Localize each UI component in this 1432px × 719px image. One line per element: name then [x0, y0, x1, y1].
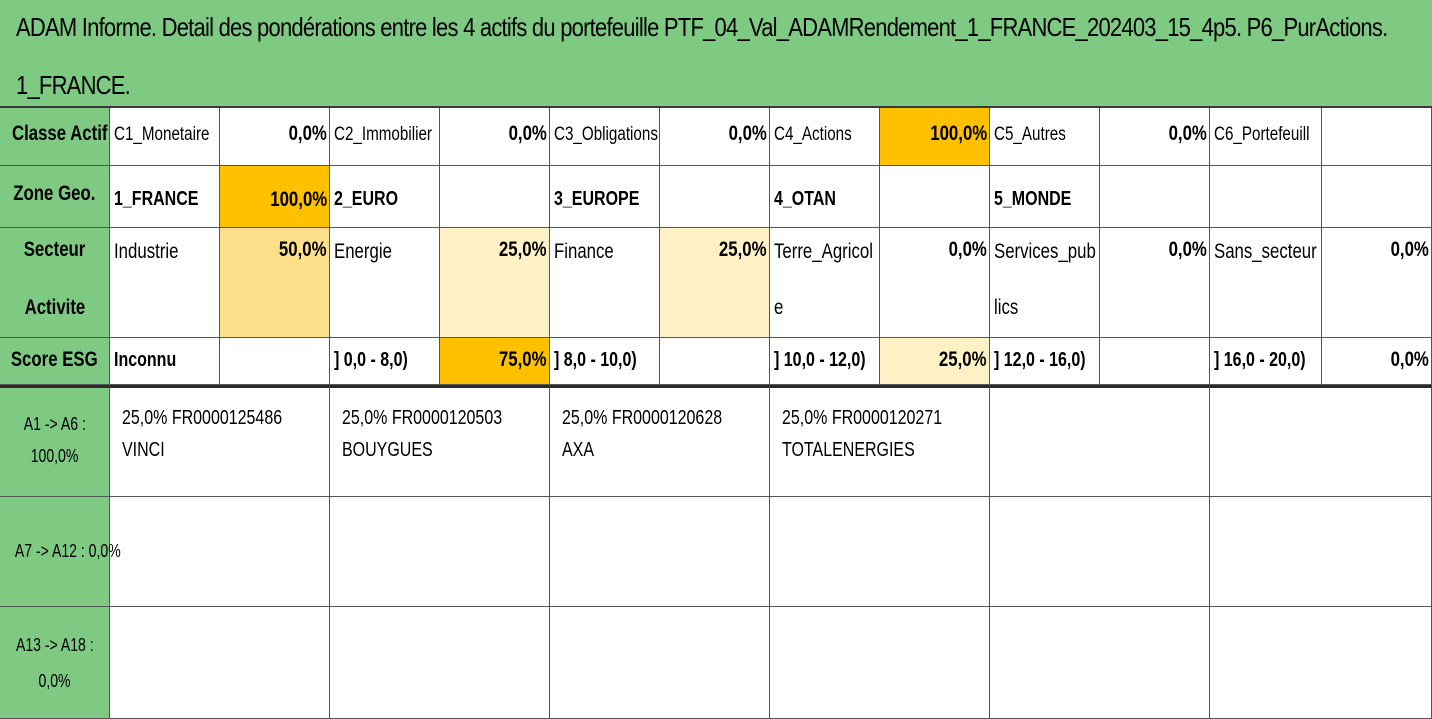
secteur-3-value: 25,0% [660, 228, 770, 338]
secteur-5-name: Services_pub lics [990, 228, 1100, 338]
row-label-zone: Zone Geo. [0, 166, 110, 228]
zone-4-value [880, 166, 990, 228]
asset-slot-11 [990, 497, 1210, 607]
secteur-4-value: 0,0% [880, 228, 990, 338]
assets-row3-label: A13 -> A18 : 0,0% [0, 607, 110, 719]
asset-slot-9 [550, 497, 770, 607]
asset-slot-14 [330, 607, 550, 719]
esg-3-name: ] 8,0 - 10,0) [550, 338, 660, 385]
secteur-5-value: 0,0% [1100, 228, 1210, 338]
esg-1-name: Inconnu [110, 338, 220, 385]
asset-slot-16 [770, 607, 990, 719]
asset-bouygues: 25,0% FR0000120503 BOUYGUES [330, 385, 550, 497]
classe-c5-value: 0,0% [1100, 108, 1210, 166]
zone-6-name [1210, 166, 1322, 228]
asset-slot-12 [1210, 497, 1432, 607]
zone-2-value [440, 166, 550, 228]
secteur-6-name: Sans_secteur [1210, 228, 1322, 338]
asset-axa: 25,0% FR0000120628 AXA [550, 385, 770, 497]
secteur-3-name: Finance [550, 228, 660, 338]
zone-1-value: 100,0% [220, 166, 330, 228]
asset-slot-18 [1210, 607, 1432, 719]
esg-5-value [1100, 338, 1210, 385]
zone-3-value [660, 166, 770, 228]
secteur-2-name: Energie [330, 228, 440, 338]
asset-empty-6 [1210, 385, 1432, 497]
esg-4-name: ] 10,0 - 12,0) [770, 338, 880, 385]
classe-label: Classe Actif [11, 122, 108, 145]
classe-c2-name: C2_Immobilier [330, 108, 440, 166]
classe-c3-value: 0,0% [660, 108, 770, 166]
esg-4-value: 25,0% [880, 338, 990, 385]
title-banner [0, 0, 1432, 108]
secteur-4-name: Terre_Agricol e [770, 228, 880, 338]
asset-slot-13 [110, 607, 330, 719]
esg-6-name: ] 16,0 - 20,0) [1210, 338, 1322, 385]
classe-c5-name: C5_Autres [990, 108, 1100, 166]
zone-2-name: 2_EURO [330, 166, 440, 228]
zone-5-name: 5_MONDE [990, 166, 1100, 228]
zone-5-value [1100, 166, 1210, 228]
classe-c6-name: C6_Portefeuill [1210, 108, 1322, 166]
esg-5-name: ] 12,0 - 16,0) [990, 338, 1100, 385]
asset-totalenergies: 25,0% FR0000120271 TOTALENERGIES [770, 385, 990, 497]
classe-c6-value [1322, 108, 1432, 166]
asset-slot-8 [330, 497, 550, 607]
esg-1-value [220, 338, 330, 385]
zone-1-name: 1_FRANCE [110, 166, 220, 228]
assets-row1-label: A1 -> A6 : 100,0% [0, 385, 110, 497]
asset-slot-10 [770, 497, 990, 607]
secteur-2-value: 25,0% [440, 228, 550, 338]
asset-vinci: 25,0% FR0000125486 VINCI [110, 385, 330, 497]
classe-c2-value: 0,0% [440, 108, 550, 166]
classe-c4-name: C4_Actions [770, 108, 880, 166]
secteur-1-value: 50,0% [220, 228, 330, 338]
report-title: ADAM Informe. Detail des pondérations entre les 4 actifs du portefeuille PTF_04_Val_ADAMRendement_1_FRANCE_202403_15_4p5. P6_PurActions. [16, 12, 1388, 42]
esg-3-value [660, 338, 770, 385]
asset-slot-17 [990, 607, 1210, 719]
row-label-esg: Score ESG [0, 338, 110, 385]
classe-c1-value: 0,0% [220, 108, 330, 166]
esg-2-name: ] 0,0 - 8,0) [330, 338, 440, 385]
esg-6-value: 0,0% [1322, 338, 1432, 385]
secteur-6-value: 0,0% [1322, 228, 1432, 338]
assets-row2-label: A7 -> A12 : 0,0% [0, 497, 110, 607]
row-label-secteur: Secteur Activite [0, 228, 110, 338]
row-label-classe [0, 108, 110, 166]
report-subtitle: 1_FRANCE. [16, 70, 131, 100]
asset-slot-7 [110, 497, 330, 607]
zone-4-name: 4_OTAN [770, 166, 880, 228]
zone-3-name: 3_EUROPE [550, 166, 660, 228]
asset-slot-15 [550, 607, 770, 719]
classe-c4-value: 100,0% [880, 108, 990, 166]
classe-c3-name: C3_Obligations [550, 108, 660, 166]
zone-6-value [1322, 166, 1432, 228]
classe-c1-name: C1_Monetaire [110, 108, 220, 166]
asset-empty-5 [990, 385, 1210, 497]
secteur-1-name: Industrie [110, 228, 220, 338]
esg-2-value: 75,0% [440, 338, 550, 385]
